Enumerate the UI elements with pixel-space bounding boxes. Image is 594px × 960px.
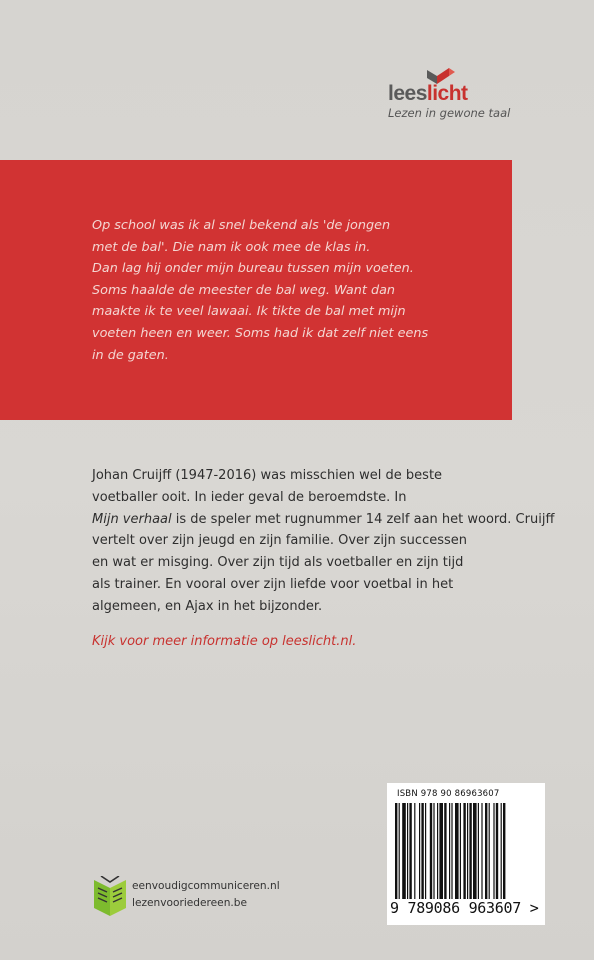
description-line: algemeen, en Ajax in het bijzonder.: [92, 598, 323, 614]
publisher-block: [92, 876, 280, 922]
description-line: en wat er misging. Over zijn tijd als voetballer en zijn tijd: [92, 555, 464, 571]
description-line: als trainer. En vooral over zijn liefde voor voetbal in het: [92, 576, 454, 592]
quote-line: Soms haalde de meester de bal weg. Want dan: [92, 282, 396, 298]
brand-wordmark: [388, 82, 468, 106]
more-info-link[interactable]: Kijk voor meer informatie op leeslicht.nl.: [92, 634, 357, 649]
publisher-link[interactable]: eenvoudigcommuniceren.nl: [132, 880, 280, 892]
quote-line: met de bal'. Die nam ik ook mee de klas in.: [92, 239, 371, 255]
quote-line: voeten heen en weer. Soms had ik dat zelf niet eens: [92, 325, 429, 341]
book-title: Mijn verhaal: [92, 511, 172, 527]
barcode-arrow: >: [529, 899, 539, 917]
quote-text: [92, 215, 492, 366]
description-line: Johan Cruijff (1947-2016) was misschien wel de beste: [92, 468, 443, 483]
barcode: [387, 783, 545, 925]
quote-line: maakte ik te veel lawaai. Ik tikte de bal met mijn: [92, 304, 406, 320]
isbn-label: ISBN 978 90 86963607: [397, 789, 500, 799]
quote-line: Op school was ik al snel bekend als 'de jongen: [92, 218, 391, 233]
barcode-bars: [395, 803, 537, 899]
publisher-book-icon: [92, 876, 128, 918]
quote-line: in de gaten.: [92, 347, 169, 363]
publisher-link[interactable]: lezenvooriedereen.be: [132, 897, 248, 909]
description-line: [92, 509, 555, 531]
barcode-number: [390, 899, 538, 917]
leeslicht-logo: [388, 66, 528, 126]
barcode-digits: 9 789086 963607: [390, 899, 521, 917]
quote-line: Dan lag hij onder mijn bureau tussen mijn voeten.: [92, 261, 414, 277]
brand-lees: lees: [388, 82, 427, 105]
brand-tagline: Lezen in gewone taal: [388, 106, 511, 120]
brand-licht: licht: [426, 82, 468, 105]
description-line-rest: is de speler met rugnummer 14 zelf aan het woord. Cruijff: [175, 511, 555, 527]
description-line: vertelt over zijn jeugd en zijn familie. Over zijn successen: [92, 533, 468, 549]
description-line: voetballer ooit. In ieder geval de beroemdste. In: [92, 489, 407, 505]
book-description: [92, 465, 555, 618]
quote-panel: [0, 160, 512, 420]
